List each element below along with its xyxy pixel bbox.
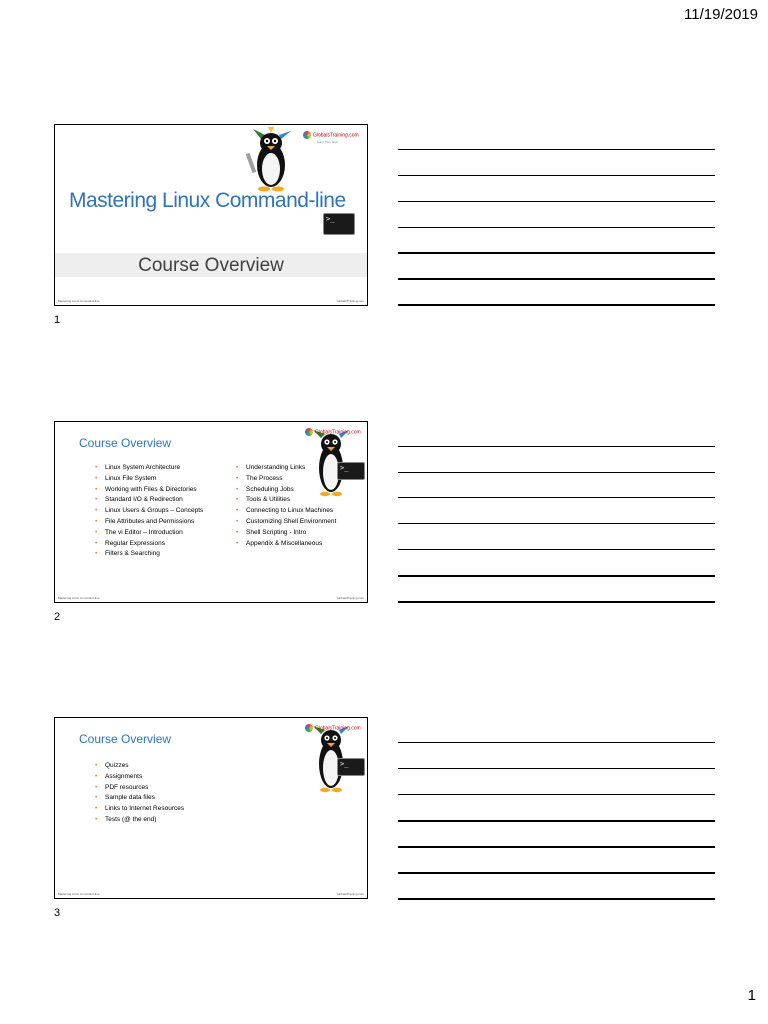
list-item: • Filters & Searching xyxy=(93,549,203,560)
notes-line xyxy=(398,472,715,473)
slide-footer-left: Mastering Linux Command-line xyxy=(58,892,100,896)
notes-line xyxy=(398,742,715,743)
slide-footer-left: Mastering Linux Command-line xyxy=(58,299,100,303)
notes-line xyxy=(398,872,715,874)
list-item: • Working with Files & Directories xyxy=(93,485,203,496)
slide-subtitle: Course Overview xyxy=(138,255,284,276)
list-item: • Customizing Shell Environment xyxy=(234,517,336,528)
notes-line xyxy=(398,898,715,900)
notes-line xyxy=(398,768,715,769)
list-item: • Tests (@ the end) xyxy=(93,815,184,826)
notes-line xyxy=(398,201,715,202)
globals-training-logo: GlobalsTraining.com xyxy=(303,131,359,139)
list-item: • Sample data files xyxy=(93,793,184,804)
slide-thumbnail-3 xyxy=(54,717,368,899)
notes-line xyxy=(398,549,715,550)
list-item: • Shell Scripting - Intro xyxy=(234,528,336,539)
list-item: • Understanding Links xyxy=(234,463,336,474)
list-item: • PDF resources xyxy=(93,783,184,794)
notes-line xyxy=(398,304,715,306)
terminal-icon: >_ xyxy=(337,462,365,480)
list-item: • Connecting to Linux Machines xyxy=(234,506,336,517)
list-item: • Regular Expressions xyxy=(93,539,203,550)
terminal-icon: >_ xyxy=(337,758,365,776)
slide-footer-right: GlobalsTraining.com xyxy=(336,892,364,896)
notes-line xyxy=(398,846,715,848)
notes-line xyxy=(398,497,715,498)
logo-tagline: Learn. Train. Grow. xyxy=(317,141,339,144)
list-item: • Links to Internet Resources xyxy=(93,804,184,815)
notes-line xyxy=(398,175,715,176)
penguin-icon xyxy=(245,127,297,193)
notes-line xyxy=(398,227,715,228)
page-number: 1 xyxy=(747,987,756,1004)
bullet-list-right xyxy=(234,463,336,549)
slide-number-3: 3 xyxy=(54,907,61,919)
notes-line xyxy=(398,820,715,822)
slide-title: Mastering Linux Command-line xyxy=(69,189,346,212)
notes-line xyxy=(398,252,715,254)
slide-thumbnail-2 xyxy=(54,421,368,603)
slide-number-2: 2 xyxy=(54,611,61,623)
list-item: • File Attributes and Permissions xyxy=(93,517,203,528)
slide-title: Course Overview xyxy=(79,732,172,746)
slide-footer-right: GlobalsTraining.com xyxy=(336,299,364,303)
handout-date: 11/19/2019 xyxy=(684,6,758,23)
list-item: • Standard I/O & Redirection xyxy=(93,495,203,506)
slide-footer-right: GlobalsTraining.com xyxy=(336,596,364,600)
notes-line xyxy=(398,278,715,280)
slide-number-1: 1 xyxy=(54,314,61,326)
globals-training-logo: GlobalsTraining.com xyxy=(305,724,361,732)
list-item: • Linux Users & Groups – Concepts xyxy=(93,506,203,517)
list-item: • Quizzes xyxy=(93,761,184,772)
slide-title: Course Overview xyxy=(79,436,172,450)
notes-line xyxy=(398,446,715,447)
notes-line xyxy=(398,523,715,524)
notes-line xyxy=(398,601,715,603)
list-item: • Linux System Architecture xyxy=(93,463,203,474)
list-item: • Assignments xyxy=(93,772,184,783)
bullet-list-left xyxy=(93,463,203,560)
list-item: • Scheduling Jobs xyxy=(234,485,336,496)
list-item: • Linux File System xyxy=(93,474,203,485)
slide-footer-left: Mastering Linux Command-line xyxy=(58,596,100,600)
globals-training-logo: GlobalsTraining.com xyxy=(305,428,361,436)
notes-line xyxy=(398,149,715,150)
notes-line xyxy=(398,794,715,795)
terminal-icon: >_ xyxy=(323,213,355,235)
notes-line xyxy=(398,575,715,577)
list-item: • Appendix & Miscellaneous xyxy=(234,539,336,550)
slide-thumbnail-1 xyxy=(54,124,368,306)
list-item: • The vi Editor – Introduction xyxy=(93,528,203,539)
bullet-list xyxy=(93,761,184,826)
list-item: • The Process xyxy=(234,474,336,485)
list-item: • Tools & Utilities xyxy=(234,495,336,506)
